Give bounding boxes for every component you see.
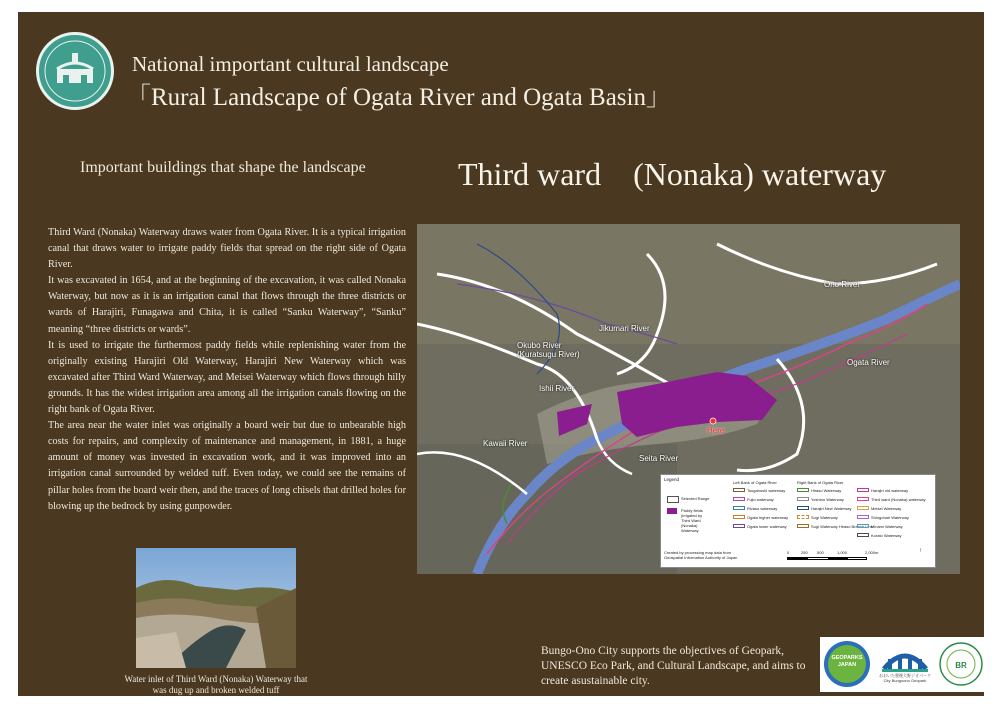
paragraph: It is used to irrigate the furthermost paddy fields while replenishing water from the originally existing Harajiri Old Waterway, Harajiri New Waterway which was excavated after Third Ward Waterway, and Meisei Waterway which flows through hilly grounds. It has the widest irrigation area among all the irrigation canals flowing on the right bank of Ogata River. [48, 339, 406, 416]
river-label: Seita River [639, 454, 679, 463]
river-label: Jikumari River [599, 324, 650, 333]
paragraph: Third Ward (Nonaka) Waterway draws water from Ogata River. It is a typical irrigation canal that draws water to irrigate paddy fields that spread on the right side of Ogata River. [48, 227, 406, 271]
photo-caption: Water inlet of Third Ward (Nonaka) Waterway that was dug up and broken welded tuff [124, 674, 308, 695]
north-arrow-icon: ↑ [919, 548, 922, 554]
landscape-name: 「Rural Landscape of Ogata River and Ogata Basin」 [126, 84, 671, 111]
paragraph: The area near the water inlet was originally a board weir but due to unbearable high costs for repairs, and complexity of maintenance and management, in 1881, a huge amount of money was invested in excavation work, and it was improved into an irrigation canal surrounded by welded tuff. Even today, we could see the remains of pillar holes from the board weir then, and the traces of long chisels that drilled holes for blowing up the bedrock by using gunpowder. [48, 420, 406, 512]
partner-logos [820, 637, 986, 692]
legend-title: Legend [664, 477, 680, 482]
legend-item: Tsugahoshi waterway [733, 487, 777, 496]
biosphere-reserve-logo-icon: BR [938, 639, 984, 689]
legend-item: Hiraso Waterway [797, 487, 843, 496]
river-label: Ishii River [539, 384, 575, 393]
cultural-landscape-seal-icon [36, 32, 114, 110]
map-legend: Legend Selected Range Paddy fields (irrigated by Third Ward (Nonaka) Waterway Left Bank of Ogata River Tsugahoshi waterway Fujio waterway Rivaso waterway Ogata higher waterway Ogata lower waterway Right Bank of Ogata River Hiraso Waterway Yoshino Waterway Harajiri New Waterway Sugi Waterway Sugi Waterway Hiraso Branch Line Harajiri old waterway Third ward (Nonaka) waterway Meisei Waterway Shingohari Waterway Minami Waterway Kurato Waterway Created by processing map data from Geospatial Information Authority of Japan 0 250 500 1,000 2,000m ↑ [660, 474, 936, 568]
legend-item: Sugi Waterway Hiraso Branch Line [797, 523, 843, 532]
river-label: Ono River [824, 280, 861, 289]
description-text [48, 225, 406, 515]
legend-item: Yoshino Waterway [797, 496, 843, 505]
legend-right-bank: Right Bank of Ogata River Hiraso Waterway Yoshino Waterway Harajiri New Waterway Sugi Waterway Sugi Waterway Hiraso Branch Line [797, 480, 843, 532]
support-statement: Bungo-Ono City supports the objectives of Geopark, UNESCO Eco Park, and Cultural Landscape, and aims to create asustainable city. [541, 645, 806, 687]
river-label: Okubo River [517, 341, 562, 350]
legend-item: Rivaso waterway [733, 505, 777, 514]
paragraph: It was excavated in 1654, and at the beginning of the excavation, it was called Nonaka Waterway, but now as it is an irrigation canal that flows through the three districts or wards of Harajiri, Funagawa and Chita, it is called “Sanku Waterway”, “Sanku” meaning “three districts or wards”. [48, 275, 406, 335]
map-credit: Created by processing map data from Geospatial Information Authority of Japan [664, 550, 738, 560]
page-title: Third ward (Nonaka) waterway [458, 156, 887, 192]
legend-item: Harajiri New Waterway [797, 505, 843, 514]
signboard [18, 12, 984, 696]
selected-range-swatch [667, 496, 679, 503]
waterway-map [417, 224, 960, 574]
river-label: Kawaii River [483, 439, 528, 448]
water-inlet-photo [136, 548, 296, 668]
bungo-ono-geopark-logo-icon: おおいた豊後大野ジオパーク City Bungoono Geopark [878, 641, 932, 687]
geoparks-japan-logo-icon: GEOPARKS JAPAN [824, 641, 870, 687]
river-label: (Kuratsugu River) [517, 350, 580, 359]
legend-left-bank: Left Bank of Ogata River Tsugahoshi waterway Fujio waterway Rivaso waterway Ogata higher waterway Ogata lower waterway [733, 480, 777, 532]
landscape-designation: National important cultural landscape [132, 52, 449, 76]
legend-item: Fujio waterway [733, 496, 777, 505]
paddy-swatch [667, 508, 677, 514]
river-label: Ogata River [847, 358, 890, 367]
legend-item: Ogata higher waterway [733, 514, 777, 523]
legend-item: Sugi Waterway [797, 514, 843, 523]
current-location-marker: Here [707, 426, 725, 435]
section-subheading: Important buildings that shape the landscape [80, 159, 366, 176]
legend-item: Ogata lower waterway [733, 523, 777, 532]
